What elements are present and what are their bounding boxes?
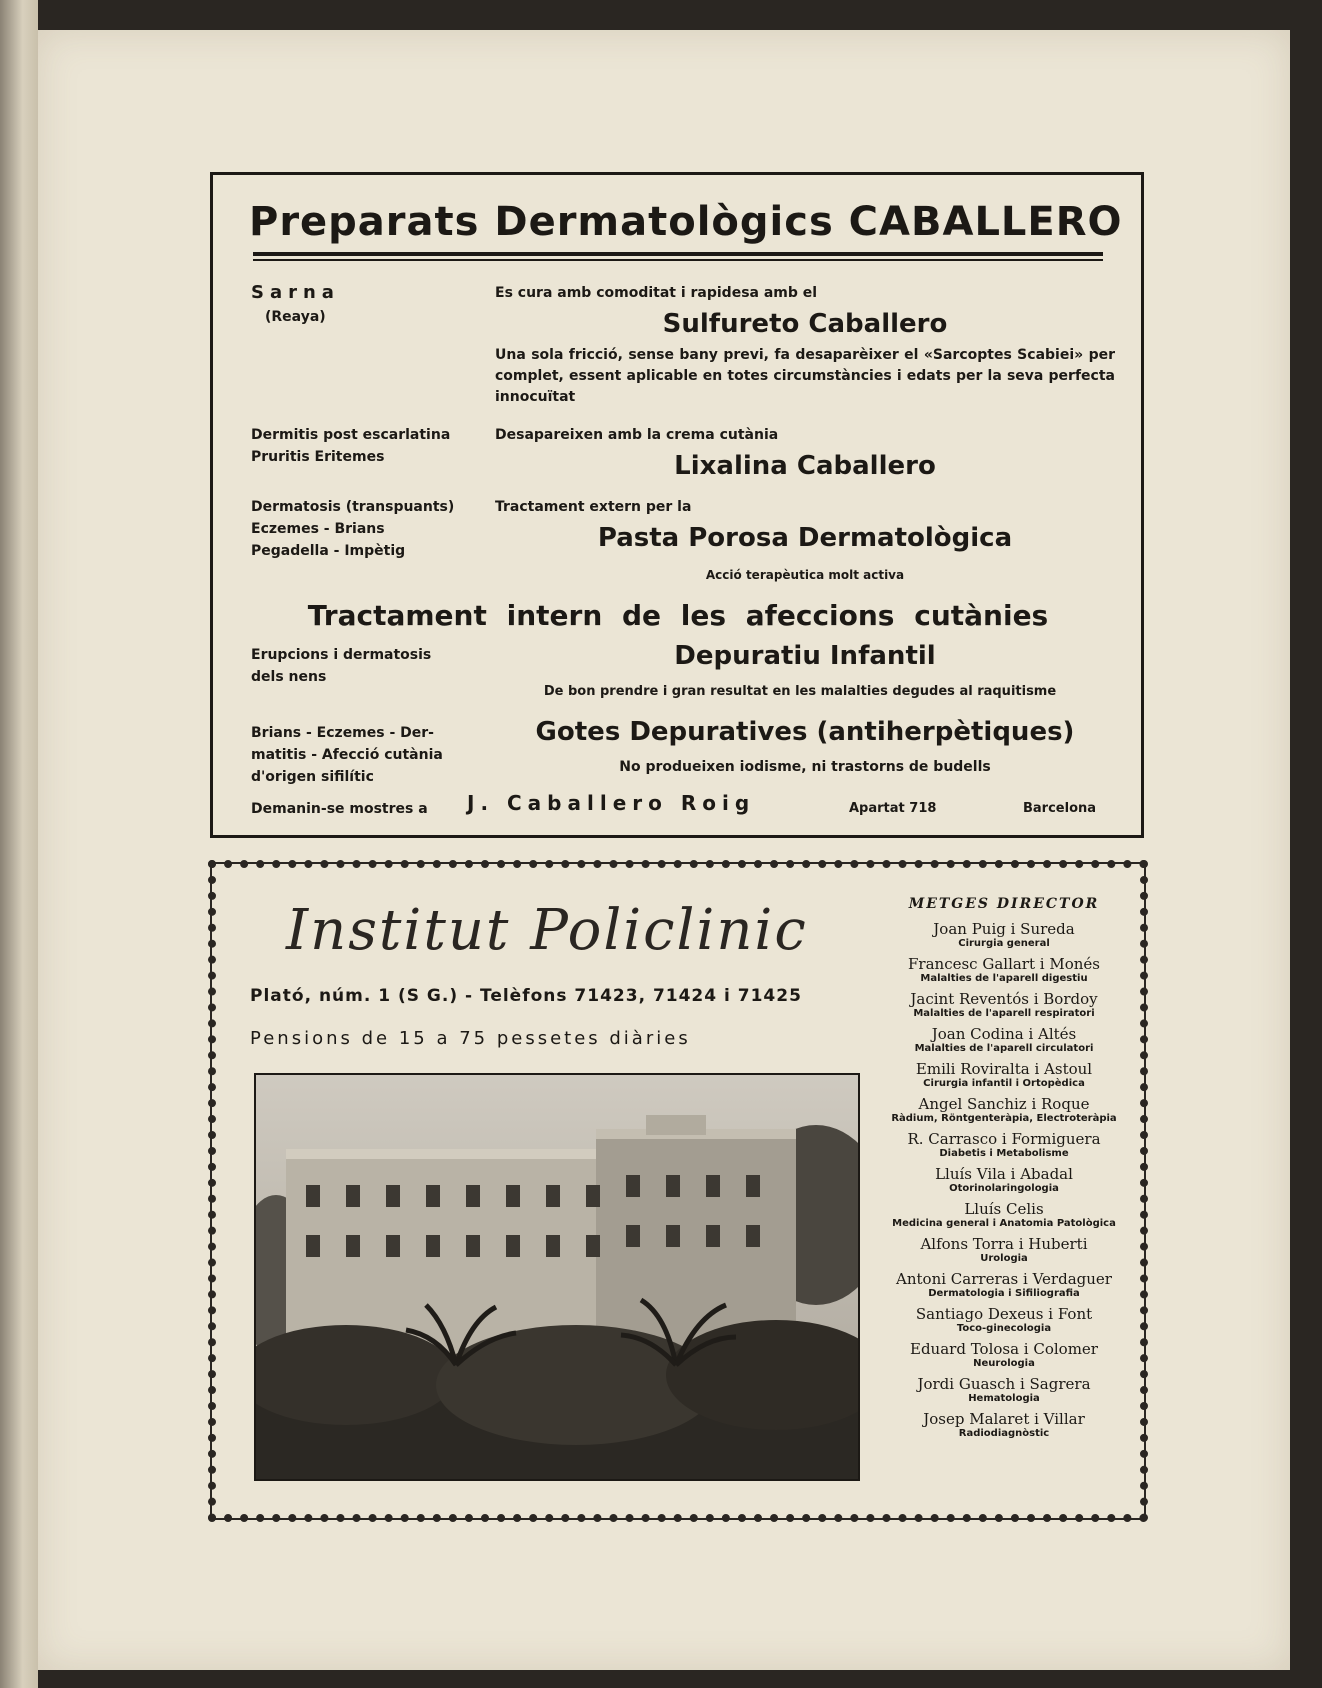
magazine-page [38,30,1290,1670]
doctors-heading: METGES DIRECTOR [908,896,1100,912]
doctor-specialty: Neurologia [973,1358,1035,1369]
doctor-name: Alfons Torra i Huberti [920,1235,1088,1253]
doctor-entry [884,1235,1124,1265]
building-illustration [256,1075,858,1479]
doctor-name: Jordi Guasch i Sagrera [917,1375,1091,1393]
product-intro: Es cura amb comoditat i rapidesa amb el [495,285,818,301]
doctor-name: Emili Roviralta i Astoul [915,1060,1093,1078]
doctor-specialty: Diabetis i Metabolisme [939,1148,1069,1159]
doctors-entries [884,920,1124,1440]
product-note: De bon prendre i gran resultat en les malalties degudes al raquitisme [543,684,1057,699]
condition-label: (Reaya) [265,309,326,325]
doctor-entry [884,1060,1124,1090]
title-rule [253,252,1103,256]
doctor-entry [884,1305,1124,1335]
doctor-name: Francesc Gallart i Monés [908,955,1100,973]
condition-label: Dermitis post escarlatina [251,427,451,443]
footer-company: J. Caballero Roig [467,791,756,815]
doctor-specialty: Medicina general i Anatomia Patològica [892,1218,1116,1229]
doctor-specialty: Malalties de l'aparell respiratori [913,1008,1095,1019]
product-name: Pasta Porosa Dermatològica [597,523,1013,553]
condition-label: Pruritis Eritemes [251,449,385,465]
ad-title: Preparats Dermatològics CABALLERO [249,199,1123,245]
institute-pensions: Pensions de 15 a 75 pessetes diàries [250,1028,691,1049]
doctor-name: R. Carrasco i Formiguera [907,1130,1101,1148]
title-rule-thin [253,259,1103,261]
doctor-entry [884,1340,1124,1370]
doctor-entry [884,920,1124,950]
doctor-specialty: Cirurgia general [958,938,1050,949]
footer-city: Barcelona [1023,801,1097,816]
caballero-advertisement [210,172,1144,838]
footer-box: Apartat 718 [849,801,937,816]
product-name: Depuratiu Infantil [674,641,936,671]
doctor-name: Josep Malaret i Villar [923,1410,1085,1428]
product-name: Sulfureto Caballero [662,309,948,339]
product-note: No produeixen iodisme, ni trastorns de budells [619,759,991,775]
condition-label: Dermatosis (transpuants) [251,499,455,515]
doctor-entry [884,1025,1124,1055]
condition-label: Erupcions i dermatosis [251,647,432,663]
doctor-entry [884,1130,1124,1160]
doctors-list [884,896,1124,1445]
condition-label: Sarna [251,282,340,303]
doctor-specialty: Radiodiagnòstic [958,1428,1050,1439]
doctor-specialty: Dermatologia i Sifiliografia [928,1288,1080,1299]
doctor-entry [884,1200,1124,1230]
product-name: Gotes Depuratives (antiherpètiques) [535,717,1075,747]
doctor-name: Lluís Celis [964,1200,1044,1218]
product-note: Acció terapèutica molt activa [705,568,905,582]
product-name: Lixalina Caballero [674,451,936,481]
policlinic-advertisement [208,860,1148,1522]
doctor-name: Antoni Carreras i Verdaguer [896,1270,1112,1288]
doctor-entry [884,990,1124,1020]
condition-label: dels nens [251,669,327,685]
doctor-entry [884,1165,1124,1195]
product-description: Una sola fricció, sense bany previ, fa desaparèixer el «Sarcoptes Scabiei» per complet, essent aplicable en totes circumstàncies i edats per la seva perfecta innocuïtat [495,347,1115,405]
condition-label: Pegadella - Impètig [251,543,406,559]
doctor-entry [884,955,1124,985]
condition-label: d'origen sifilític [251,769,374,785]
doctor-specialty: Malalties de l'aparell digestiu [920,973,1088,984]
condition-label: Brians - Eczemes - Der- [251,725,434,741]
institute-address: Plató, núm. 1 (S G.) - Telèfons 71423, 71424 i 71425 [250,986,802,1006]
doctor-name: Angel Sanchiz i Roque [918,1095,1090,1113]
doctor-specialty: Ràdium, Röntgenteràpia, Electroteràpia [891,1113,1117,1124]
doctor-name: Eduard Tolosa i Colomer [910,1340,1098,1358]
doctor-specialty: Urologia [980,1253,1028,1264]
page-gutter [0,0,38,1688]
doctor-name: Joan Codina i Altés [931,1025,1077,1043]
doctor-specialty: Malalties de l'aparell circulatori [914,1043,1094,1054]
doctor-name: Jacint Reventós i Bordoy [910,990,1098,1008]
institute-title: Institut Policlinic [286,898,808,963]
condition-label: matitis - Afecció cutània [251,747,443,763]
building-photo [254,1073,860,1481]
doctor-entry [884,1095,1124,1125]
doctor-entry [884,1270,1124,1300]
product-intro: Desapareixen amb la crema cutània [495,427,779,443]
section-subheading: Tractament intern de les afeccions cutànies [307,599,1049,632]
doctor-specialty: Toco-ginecologia [956,1323,1052,1334]
condition-label: Eczemes - Brians [251,521,385,537]
doctor-specialty: Hematologia [968,1393,1040,1404]
doctor-name: Lluís Vila i Abadal [935,1165,1073,1183]
footer-prefix: Demanin-se mostres a [251,801,428,817]
doctor-name: Santiago Dexeus i Font [915,1305,1093,1323]
doctor-entry [884,1375,1124,1405]
doctor-specialty: Cirurgia infantil i Ortopèdica [923,1078,1085,1089]
doctor-entry [884,1410,1124,1440]
product-intro: Tractament extern per la [495,499,692,515]
doctor-name: Joan Puig i Sureda [933,920,1075,938]
doctor-specialty: Otorinolaringologia [949,1183,1059,1194]
